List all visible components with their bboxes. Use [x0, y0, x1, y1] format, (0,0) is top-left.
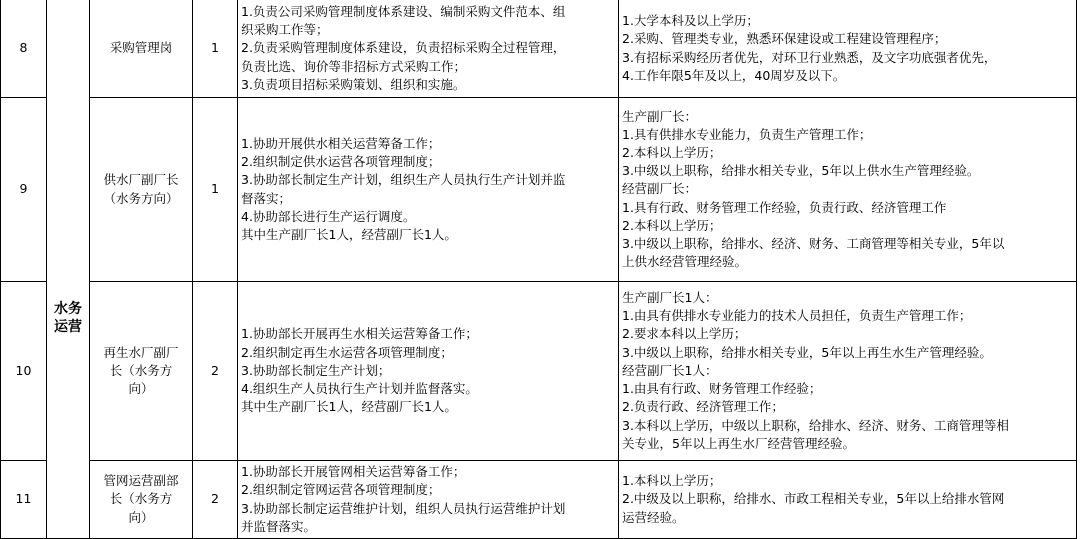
duty-line: 1.协助部长开展管网相关运营筹备工作； [241, 464, 466, 480]
requirement-line: 生产副厂长： [622, 108, 698, 124]
requirement-line: 2.负责行政、经济管理工作； [622, 399, 784, 415]
duty-line: 4.协助部长进行生产运行调度。 [241, 208, 416, 224]
duty-line: 2.组织制定再生水运营各项管理制度； [241, 344, 453, 360]
requirement-line: 2.中级及以上职称，给排水、市政工程相关专业，5年以上给排水管网 [622, 491, 1005, 507]
requirement-line: 2.采购、管理类专业，熟悉环保建设或工程建设管理程序； [622, 31, 947, 47]
duties-cell [238, 98, 618, 281]
requirement-line: 经营副厂长： [622, 181, 698, 197]
requirement-line: 1.本科以上学历； [622, 473, 722, 489]
headcount: 2 [211, 362, 219, 378]
requirement-line: 1.具有行政、财务管理工作经验，负责行政、经济管理工作 [622, 199, 947, 215]
requirements-cell [619, 461, 1076, 538]
requirement-line: 上供水经营管理经验。 [622, 254, 748, 270]
department-cell: 水务 运营 [54, 301, 82, 335]
headcount: 1 [211, 40, 219, 56]
row-number: 10 [15, 362, 32, 378]
requirement-line: 1.由具有行政、财务管理工作经验； [622, 381, 822, 397]
duty-line: 织采购工作等； [241, 22, 329, 38]
duty-line: 3.负责项目招标采购策划、组织和实施。 [241, 76, 466, 92]
row-number: 9 [19, 181, 28, 197]
requirement-line: 2.要求本科以上学历； [622, 326, 747, 342]
requirement-line: 1.由具有供排水专业能力的技术人员担任，负责生产管理工作； [622, 308, 972, 324]
duty-line: 1.负责公司采购管理制度体系建设、编制采购文件范本、组 [241, 3, 566, 19]
duty-line: 1.协助部长开展再生水相关运营筹备工作； [241, 326, 478, 342]
duty-line: 督落实； [241, 190, 292, 206]
requirements-cell [619, 0, 1076, 97]
duty-line: 3.协助部长制定生产计划； [241, 362, 391, 378]
requirements-cell [619, 98, 1076, 281]
requirement-line: 生产副厂长1人： [622, 290, 718, 306]
position-title: 再生水厂副厂 长（水务方 向） [103, 344, 179, 397]
duty-line: 并监督落实。 [241, 518, 317, 534]
duty-line: 其中生产副厂长1人，经营副厂长1人。 [241, 226, 457, 242]
requirement-line: 关专业，5年以上再生水厂经营管理经验。 [622, 435, 855, 451]
row-number: 8 [19, 40, 28, 56]
duties-cell [238, 282, 618, 460]
requirement-line: 3.中级以上职称，给排水相关专业，5年以上再生水生产管理经验。 [622, 344, 992, 360]
requirement-line: 2.本科以上学历； [622, 144, 722, 160]
table-border [1076, 0, 1077, 539]
duty-line: 其中生产副厂长1人，经营副厂长1人。 [241, 399, 457, 415]
requirement-line: 1.具有供排水专业能力，负责生产管理工作； [622, 126, 872, 142]
duty-line: 4.组织生产人员执行生产计划并监督落实。 [241, 381, 478, 397]
duty-line: 3.协助部长制定生产计划，组织生产人员执行生产计划并监 [241, 172, 566, 188]
requirement-line: 3.本科以上学历，中级以上职称，给排水、经济、财务、工商管理等相 [622, 417, 1009, 433]
headcount: 2 [211, 491, 219, 507]
duty-line: 2.组织制定管网运营各项管理制度； [241, 482, 441, 498]
requirement-line: 1.大学本科及以上学历； [622, 13, 759, 29]
position-title: 管网运营副部 长（水务方 向） [103, 473, 179, 525]
row-number: 11 [15, 491, 32, 507]
position-title: 采购管理岗 [109, 40, 173, 56]
requirement-line: 3.中级以上职称，给排水相关专业，5年以上供水生产管理经验。 [622, 163, 980, 179]
requirement-line: 经营副厂长1人： [622, 362, 718, 378]
duty-line: 1.协助开展供水相关运营筹备工作； [241, 135, 441, 151]
requirement-line: 2.本科以上学历； [622, 217, 722, 233]
requirements-cell [619, 282, 1076, 460]
duty-line: 2.组织制定供水运营各项管理制度； [241, 154, 441, 170]
duty-line: 3.协助部长制定运营维护计划，组织人员执行运营维护计划 [241, 500, 566, 516]
duty-line: 负责比选、询价等非招标方式采购工作； [241, 58, 467, 74]
duties-cell [238, 0, 618, 97]
duty-line: 2.负责采购管理制度体系建设，负责招标采购全过程管理， [241, 40, 566, 56]
position-title: 供水厂副厂长 （水务方向） [103, 172, 179, 206]
requirement-line: 3.中级以上职称，给排水、经济、财务、工商管理等相关专业，5年以 [622, 236, 1005, 251]
headcount: 1 [211, 181, 219, 197]
requirement-line: 3.有招标采购经历者优先，对环卫行业熟悉，及文字功底强者优先， [622, 49, 997, 65]
duties-cell [238, 461, 618, 538]
requirement-line: 4.工作年限5年及以上，40周岁及以下。 [622, 67, 846, 83]
requirement-line: 运营经验。 [622, 509, 685, 525]
